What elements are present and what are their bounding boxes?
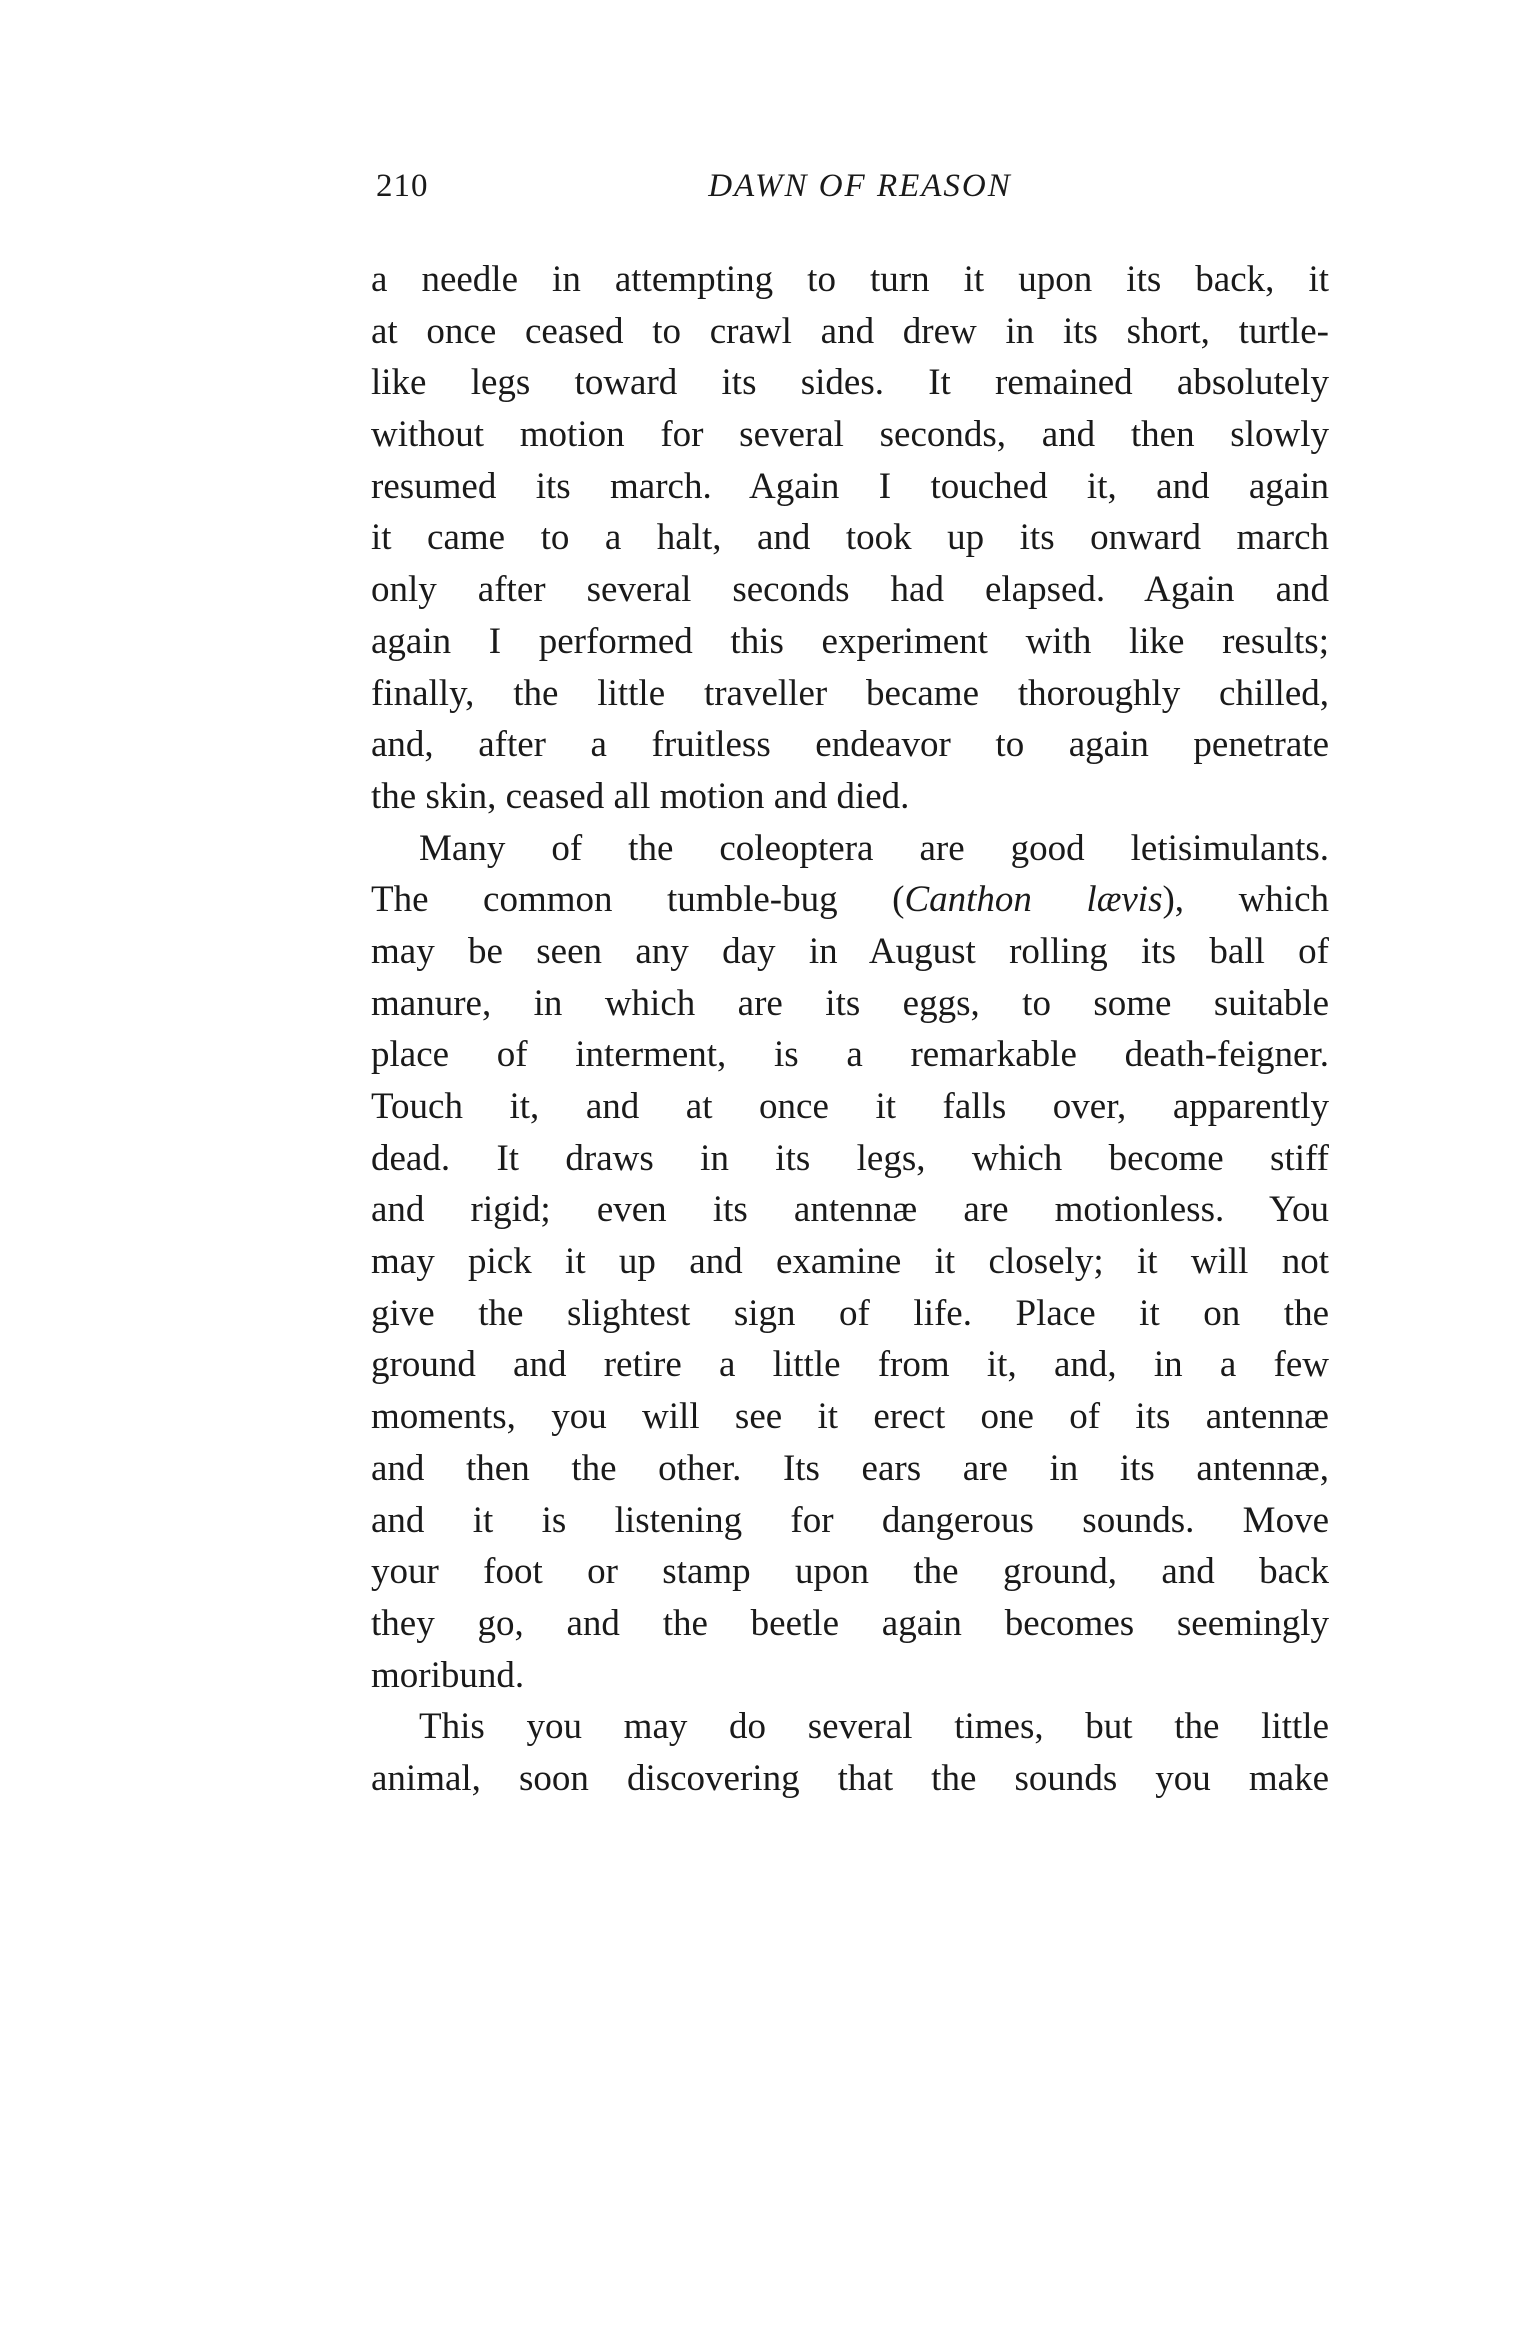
text-line [371,978,1329,1030]
page-header [372,168,1328,218]
text-line [371,1081,1329,1133]
text-line [371,1443,1329,1495]
text-line [371,668,1329,720]
text-line [371,874,1329,926]
text-line [371,1184,1329,1236]
text-segment: moribund. [371,1654,525,1696]
text-segment: only after several seconds had elapsed. Again and [371,569,1329,611]
text-line [371,771,1329,823]
text-line [371,823,1329,875]
text-segment: and, after a fruitless endeavor to again penetrate [371,724,1329,766]
body-text [371,254,1329,1805]
text-line [371,1598,1329,1650]
text-segment: Many of the coleoptera are good letisimulants. [419,827,1329,869]
text-segment: your foot or stamp upon the ground, and back [371,1551,1329,1593]
text-segment: give the slightest sign of life. Place it on the [371,1292,1329,1334]
text-line [371,306,1329,358]
text-segment: moments, you will see it erect one of its antennæ [371,1396,1329,1438]
text-line [371,1650,1329,1702]
text-segment: dead. It draws in its legs, which become stiff [371,1137,1329,1179]
text-line [371,1701,1329,1753]
text-line [371,1495,1329,1547]
text-segment: and it is listening for dangerous sounds. Move [371,1499,1329,1541]
text-segment: manure, in which are its eggs, to some suitable [371,982,1329,1024]
text-line [371,1029,1329,1081]
text-segment: and rigid; even its antennæ are motionless. You [371,1189,1329,1231]
text-segment: place of interment, is a remarkable death-feigner. [371,1034,1329,1076]
text-segment: animal, soon discovering that the sounds you make [371,1757,1329,1799]
text-segment: may pick it up and examine it closely; it will not [371,1241,1329,1283]
text-line [371,357,1329,409]
text-line [371,409,1329,461]
text-line [371,564,1329,616]
text-segment: resumed its march. Again I touched it, and again [371,465,1329,507]
text-line [371,254,1329,306]
text-line [371,1546,1329,1598]
text-segment: finally, the little traveller became thoroughly chilled, [371,672,1329,714]
text-line [371,512,1329,564]
text-segment: it came to a halt, and took up its onward march [371,517,1329,559]
text-line [371,719,1329,771]
text-line [371,1236,1329,1288]
text-segment: the skin, ceased all motion and died. [371,775,910,817]
text-segment: ), which [1162,879,1329,921]
text-segment: The common tumble-bug ( [371,879,905,921]
text-line [371,1753,1329,1805]
text-segment: like legs toward its sides. It remained absolutely [371,362,1329,404]
page-number: 210 [376,168,429,204]
text-segment: and then the other. Its ears are in its antennæ, [371,1447,1329,1489]
text-segment: Touch it, and at once it falls over, apparently [371,1086,1329,1127]
text-line [371,1133,1329,1185]
text-segment: again I performed this experiment with like results; [371,620,1329,662]
text-segment: at once ceased to crawl and drew in its short, turtle- [371,310,1329,352]
running-title: DAWN OF REASON [708,168,1012,204]
text-segment: without motion for several seconds, and then slowly [371,414,1329,456]
text-segment: This you may do several times, but the little [419,1706,1329,1748]
text-segment: ground and retire a little from it, and, in a few [371,1344,1329,1386]
text-line [371,616,1329,668]
text-segment: may be seen any day in August rolling its ball of [371,930,1329,972]
text-line [371,1391,1329,1443]
italic-species-name: Canthon lævis [904,879,1163,921]
text-segment: they go, and the beetle again becomes seemingly [371,1602,1329,1644]
text-line [371,926,1329,978]
text-segment: a needle in attempting to turn it upon its back, it [371,259,1329,300]
text-line [371,461,1329,513]
text-line [371,1288,1329,1340]
text-line [371,1339,1329,1391]
